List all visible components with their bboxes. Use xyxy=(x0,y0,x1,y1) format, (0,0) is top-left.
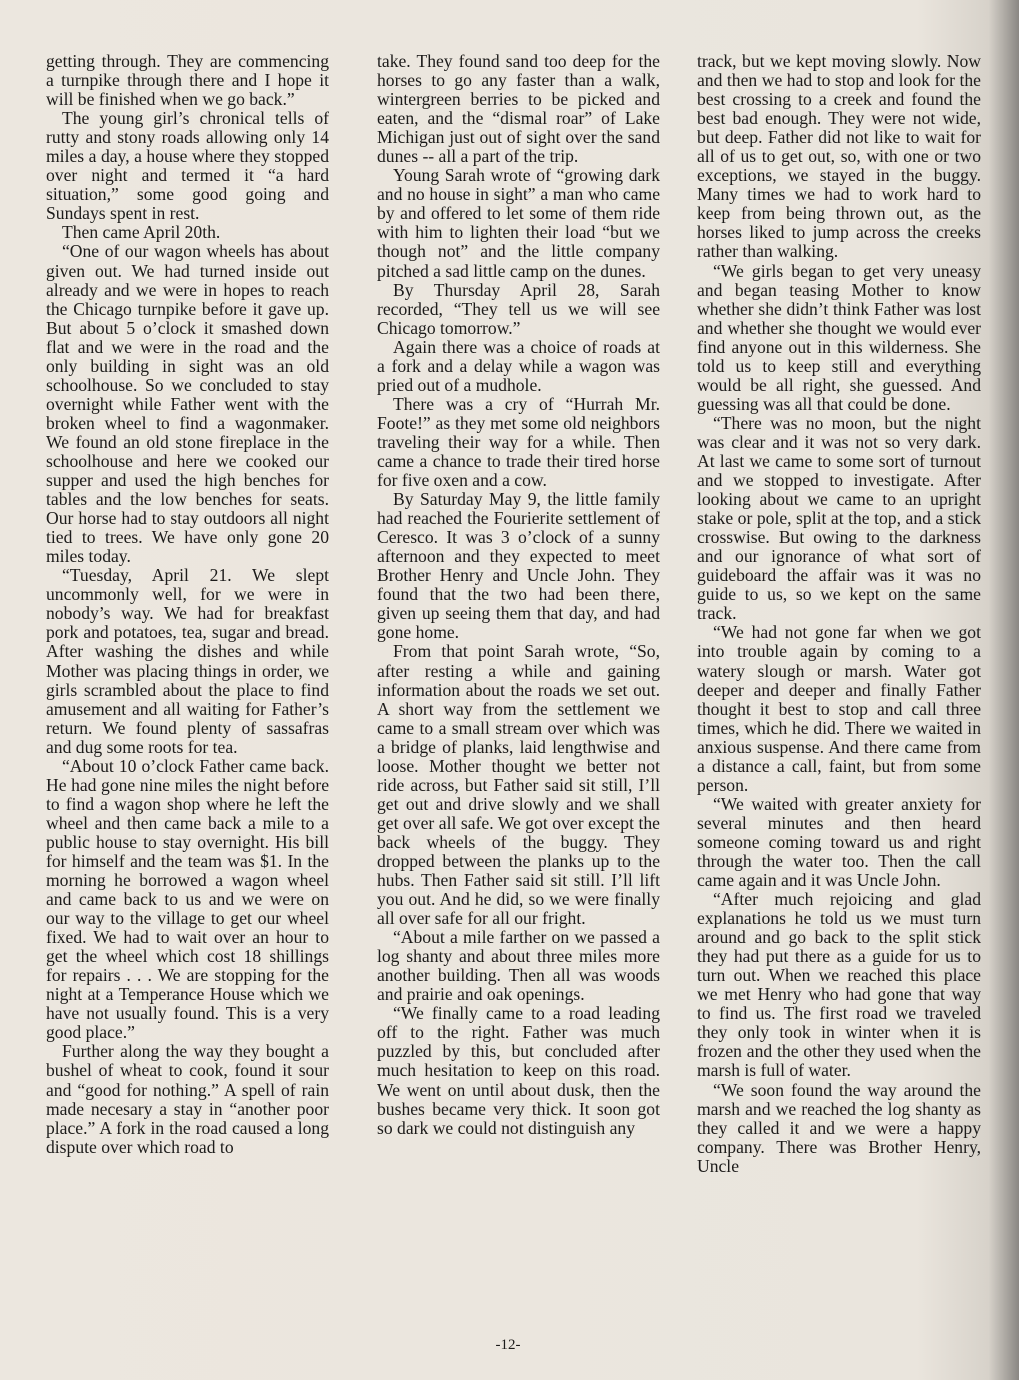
paragraph: “There was no moon, but the night was clear and it was not so very dark. At last we came to some sort of turnout and we stopped to investigate. After looking about we came to an upright stake or pole, split at the top, and a stick crosswise. But owing to the darkness and our ignorance of what sort of guideboard the affair was it was no guide to us, so we kept on the same track. xyxy=(697,412,981,624)
text-column-2 xyxy=(377,52,660,1138)
paragraph: “We had not gone far when we got into trouble again by coming to a watery slough or marsh. Water got deeper and deeper and finally Father thought it best to stop and call three times, which he did. There we waited in anxious suspense. And there came from a distance a call, faint, but from some person. xyxy=(697,622,981,795)
paragraph: “Tuesday, April 21. We slept uncommonly well, for we were in nobody’s way. We had for breakfast pork and potatoes, tea, sugar and bread. After washing the dishes and while Mother was placing things in order, we girls scrambled about the place to find amusement and all waiting for Father’s return. We found plenty of sassafras and dug some roots for tea. xyxy=(46,565,329,757)
paragraph: “We finally came to a road leading off to the right. Father was much puzzled by this, but concluded after much hesitation to keep on this road. We went on until about dusk, then the bushes became very thick. It soon got so dark we could not distinguish any xyxy=(377,1003,660,1138)
page-number: -12- xyxy=(495,1337,521,1353)
text-column-1 xyxy=(46,52,329,1157)
paragraph: Further along the way they bought a bushel of wheat to cook, found it sour and “good for nothing.” A spell of rain made necesary a stay in “another poor place.” A fork in the road caused a long dispute over which road to xyxy=(46,1041,329,1157)
paragraph: By Saturday May 9, the little family had reached the Fourierite settlement of Ceresco. It was 3 o’clock of a sunny afternoon and they expected to meet Brother Henry and Uncle John. They found that the two had been there, given up seeing them that day, and had gone home. xyxy=(377,489,660,643)
paragraph: Young Sarah wrote of “growing dark and no house in sight” a man who came by and offered to let some of them ride with him to lighten their load “but we though not” and the little company pitched a sad little camp on the dunes. xyxy=(377,165,660,281)
paragraph: “After much rejoicing and glad explanations he told us we must turn around and go back to the split stick they had put there as a guide for us to turn out. When we reached this place we met Henry who had gone that way to find us. The first road we traveled they only took in winter when it is frozen and the other they used when the marsh is full of water. xyxy=(697,889,981,1081)
paragraph: “We soon found the way around the marsh and we reached the log shanty as they called it and we were a happy company. There was Brother Henry, Uncle xyxy=(697,1079,981,1176)
text-column-3 xyxy=(697,52,981,1176)
paragraph: There was a cry of “Hurrah Mr. Foote!” as they met some old neighbors traveling their way for a while. Then came a chance to trade their tired horse for five oxen and a cow. xyxy=(377,393,660,491)
paragraph: take. They found sand too deep for the horses to go any faster than a walk, wintergreen berries to be picked and eaten, and the “dismal roar” of Lake Michigan just out of sight over the sand dunes -- all a part of the trip. xyxy=(377,51,660,167)
paragraph: By Thursday April 28, Sarah recorded, “They tell us we will see Chicago tomorrow.” xyxy=(377,279,660,338)
paragraph: “About a mile farther on we passed a log shanty and about three miles more another building. Then all was woods and prairie and oak openings. xyxy=(377,927,660,1005)
paragraph: “One of our wagon wheels has about given out. We had turned inside out already and we were in hopes to reach the Chicago turnpike before it gave up. But about 5 o’clock it smashed down flat and we were in the road and the only building in sight was an old schoolhouse. So we concluded to stay overnight while Father went with the broken wheel to find a wagonmaker. We found an old stone fireplace in the schoolhouse and here we cooked our supper and used the high benches for tables and the low benches for seats. Our horse had to stay outdoors all night tied to trees. We have only gone 20 miles today. xyxy=(46,241,329,567)
paragraph: “We waited with greater anxiety for several minutes and then heard someone coming toward us and right through the water too. Then the call came again and it was Uncle John. xyxy=(697,793,981,891)
paragraph: “About 10 o’clock Father came back. He had gone nine miles the night before to find a wagon shop where he left the wheel and then came back a mile to a public house to stay overnight. His bill for himself and the team was $1. In the morning he borrowed a wagon wheel and came back to us and we were on our way to the village to get our wheel fixed. We had to wait over an hour to get the wheel which cost 18 shillings for repairs . . . We are stopping for the night at a Temperance House which we have not usually found. This is a very good place.” xyxy=(46,755,329,1043)
paragraph: “We girls began to get very uneasy and began teasing Mother to know whether she didn’t think Father was lost and whether she thought we would ever find anyone out in this wilderness. She told us to keep still and everything would be all right, she guessed. And guessing was all that could be done. xyxy=(697,260,981,414)
paragraph: From that point Sarah wrote, “So, after resting a while and gaining information about the roads we set out. A short way from the settlement we came to a small stream over which was a bridge of planks, laid lengthwise and loose. Mother thought we better not ride across, but Father said sit still, I’ll get out and drive slowly and we shall get over all safe. We got over except the back wheels of the buggy. They dropped between the planks up to the hubs. Then Father said sit still. I’ll lift you out. And he did, so we were finally all over safe for all our fright. xyxy=(377,641,660,929)
paragraph: Again there was a choice of roads at a fork and a delay while a wagon was pried out of a mudhole. xyxy=(377,336,660,395)
paragraph: getting through. They are commencing a turnpike through there and I hope it will be finished when we go back.” xyxy=(46,51,329,110)
paragraph: track, but we kept moving slowly. Now and then we had to stop and look for the best crossing to a creek and found the best bad enough. They were not wide, but deep. Father did not like to wait for all of us to get out, so, with one or two exceptions, we stayed in the buggy. Many times we had to work hard to keep from being thrown out, as the horses liked to jump across the creeks rather than walking. xyxy=(697,51,981,262)
paragraph: Then came April 20th. xyxy=(62,222,221,243)
paragraph: The young girl’s chronical tells of rutty and stony roads allowing only 14 miles a day, a house where they stopped over night and termed it “a hard situation,” some good going and Sundays spent in rest. xyxy=(46,108,329,224)
